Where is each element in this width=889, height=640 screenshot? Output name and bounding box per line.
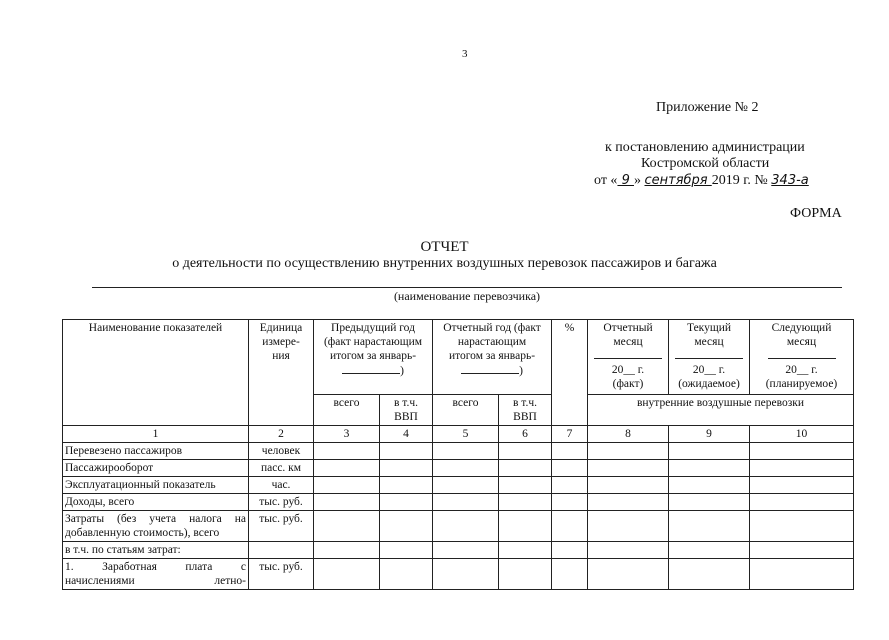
row-name: 1. Заработная плата с начислениями летно- xyxy=(63,559,249,590)
header-current-month: Текущий месяц 20__ г. (ожидаемое) xyxy=(669,320,750,395)
report-subtitle: о деятельности по осуществлению внутренних воздушных перевозок пассажиров и багажа xyxy=(172,256,717,271)
header-domestic-flights: внутренние воздушные перевозки xyxy=(588,395,854,426)
col-number: 9 xyxy=(669,426,750,443)
header-prev-total: всего xyxy=(314,395,380,426)
header-unit: Единица измере- ния xyxy=(249,320,314,426)
col-number: 8 xyxy=(588,426,669,443)
row-unit: тыс. руб. xyxy=(249,559,314,590)
header-report-year: Отчетный год (факт нарастающим итогом за январь- ) xyxy=(433,320,552,395)
report-table xyxy=(62,319,854,590)
header-name: Наименование показателей xyxy=(63,320,249,426)
row-unit: человек xyxy=(249,443,314,460)
table-row xyxy=(63,559,854,590)
header-prev-incl: в т.ч. ВВП xyxy=(380,395,433,426)
row-name: Доходы, всего xyxy=(63,494,249,511)
carrier-name-line xyxy=(92,287,842,288)
annex-label: Приложение № 2 xyxy=(656,100,759,115)
report-title: ОТЧЕТ xyxy=(420,239,469,255)
col-number: 1 xyxy=(63,426,249,443)
row-unit: пасс. км xyxy=(249,460,314,477)
decree-mid: » xyxy=(633,173,645,188)
col-number: 5 xyxy=(433,426,499,443)
col-number: 6 xyxy=(499,426,552,443)
row-name: Затраты (без учета налога на добавленную стоимость), всего xyxy=(63,511,249,542)
header-report-month: Отчетный месяц 20__ г. (факт) xyxy=(588,320,669,395)
row-name: в т.ч. по статьям затрат: xyxy=(63,542,249,559)
table-row xyxy=(63,511,854,542)
header-prev-year: Предыдущий год (факт нарастающим итогом за январь- ) xyxy=(314,320,433,395)
header-next-month: Следующий месяц 20__ г. (планируемое) xyxy=(750,320,854,395)
row-name: Перевезено пассажиров xyxy=(63,443,249,460)
col-number: 10 xyxy=(750,426,854,443)
col-number: 4 xyxy=(380,426,433,443)
form-label: ФОРМА xyxy=(790,206,842,221)
decree-prefix: от « xyxy=(594,173,618,188)
table-row xyxy=(63,494,854,511)
table-row xyxy=(63,443,854,460)
row-unit xyxy=(249,542,314,559)
col-number: 7 xyxy=(552,426,588,443)
row-name: Эксплуатационный показатель xyxy=(63,477,249,494)
table-row xyxy=(63,477,854,494)
decree-day: 9 xyxy=(617,173,634,188)
decree-date-line xyxy=(594,173,809,189)
carrier-caption: (наименование перевозчика) xyxy=(393,289,541,303)
table-row xyxy=(63,542,854,559)
decree-month: сентября xyxy=(644,173,712,188)
decree-year: 2019 г. № xyxy=(711,173,772,188)
decree-number: 343-а xyxy=(771,173,809,188)
row-unit: час. xyxy=(249,477,314,494)
column-numbers-row xyxy=(63,426,854,443)
table-row xyxy=(63,460,854,477)
row-unit: тыс. руб. xyxy=(249,511,314,542)
row-name: Пассажирооборот xyxy=(63,460,249,477)
page-number: 3 xyxy=(462,48,468,60)
decree-line-1: к постановлению администрации xyxy=(605,140,805,155)
col-number: 2 xyxy=(249,426,314,443)
decree-line-2: Костромской области xyxy=(641,156,770,171)
header-curr-total: всего xyxy=(433,395,499,426)
col-number: 3 xyxy=(314,426,380,443)
row-unit: тыс. руб. xyxy=(249,494,314,511)
header-curr-incl: в т.ч. ВВП xyxy=(499,395,552,426)
header-percent: % xyxy=(552,320,588,426)
